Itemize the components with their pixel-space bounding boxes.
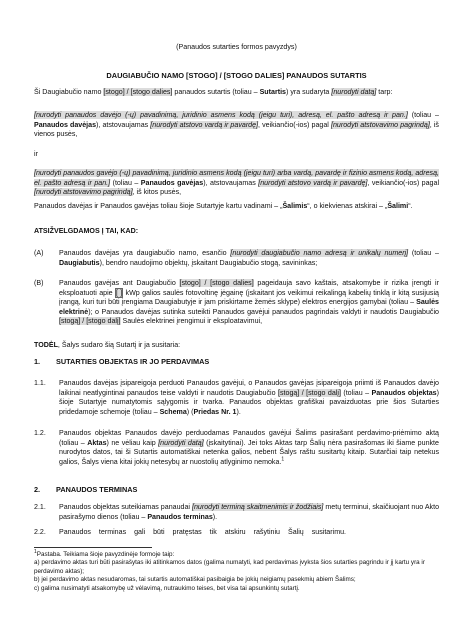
whereas-heading: ATSIŽVELGDAMOS Į TAI, KAD: xyxy=(34,227,139,235)
clause-1-2-label: 1.2. xyxy=(34,429,46,437)
clause-2-2-text: Panaudos terminas gali būti pratęstas tik atskiru rašytiniu Šalių susitarimu. xyxy=(59,528,347,536)
placeholder-term[interactable]: [nurodyti terminą skaitmenimis ir žodžiais] xyxy=(192,503,324,511)
clause-a-text: Panaudos davėjas yra daugiabučio namo, esančio [nurodyti daugiabučio namo adresą ir unikalų numerį] (toliau – Daugiabutis), bendro naudojimo objektų, įskaitant Daugiabučio stogą, savininkas; xyxy=(59,249,439,267)
placeholder-power-kwp[interactable]: [ ] xyxy=(115,288,123,297)
placeholder-lender-representative[interactable]: [nurodyti atstovo vardą ir pavardę] xyxy=(150,120,259,129)
footnote-line-2: a) perdavimo aktas turi būti pasirašytas iki atitinkamos datos (galima numatyti, kad perdavimas įvyksta šios sutarties pagrindu ir jį kartu yra ir perdavimo aktas); xyxy=(34,559,425,575)
clause-1-1-text: Panaudos davėjas įsipareigoja perduoti Panaudos gavėjui, o Panaudos gavėjas įsipareigoja priimti iš Panaudos davėjo laikinai neatlygintinai panaudos teise valdyti ir naudotis Daugiabučio [stogą] / [stogo dalį] (toliau – Panaudos objektas) šioje Sutartyje numatytomis sąlygomis ir tvarka. Panaudos objektas grafiškai pavaizduotas prie šios Sutarties pridedamoje schemoje (toliau – Schema) (Priedas Nr. 1). xyxy=(59,379,439,416)
placeholder-borrower-basis[interactable]: [nurodyti atstovavimo pagrindą] xyxy=(34,188,133,197)
footnote-body xyxy=(34,548,439,593)
party-lender-paragraph: [nurodyti panaudos davėjo (-ų) pavadinimą, juridinio asmens kodą (jeigu turi), adresą, el. pašto adresą ir pan.] (toliau – Panaudos davėjas), atstovaujamas [nurodyti atstovo vardą ir pavardę], veikiančio(-ios) pagal [nurodyti atstovavimo pagrindą], iš vienos pusės, xyxy=(34,111,439,139)
clause-1-1-label: 1.1. xyxy=(34,379,46,387)
placeholder-transfer-date[interactable]: [nurodyti datą] xyxy=(158,438,204,447)
and-separator: ir xyxy=(34,150,38,158)
placeholder-roof[interactable]: [stogo] / [stogo dalies] xyxy=(103,88,173,96)
placeholder-building-address[interactable]: [nurodyti daugiabučio namo adresą ir unikalų numerį] xyxy=(230,249,409,257)
clause-2-1-label: 2.1. xyxy=(34,503,46,511)
footnote-line-1: $^1$Pastaba. Teikiama šioje pavyzdinėje formoje taip: xyxy=(34,548,175,558)
placeholder-date[interactable]: [nurodyti datą] xyxy=(331,88,377,96)
clause-1-2-text: Panaudos objektas Panaudos davėjo perduodamas Panaudos gavėjui Šalims pasirašant perdavimo-priėmimo aktą (toliau – Aktas) ne vėliau kaip [nurodyti datą] (įskaitytinai). Jei toks Aktas tarp Šalių nėra pasirašomas iki šiame punkte nurodytos datos, tai ši Sutartis automatiškai netenka galios, nebent Šalys raštu susitartų kitaip. Sutarčiai taip netekus galios, Šalys viena kitai jokių netesybų ar nuostolių atlyginimo nemoka.$^1$ xyxy=(59,429,439,466)
placeholder-roof-part-2[interactable]: [stogą] / [stogo dalį] xyxy=(59,317,121,326)
footnote-divider xyxy=(34,547,152,548)
clause-2-1-text: Panaudos objektas suteikiamas panaudai [nurodyti terminą skaitmenimis ir žodžiais] metų terminui, skaičiuojant nuo Akto pasirašymo dienos (toliau – Panaudos terminas). xyxy=(59,503,440,521)
form-example-note: (Panaudos sutarties formos pavyzdys) xyxy=(176,43,297,51)
placeholder-roof-part[interactable]: [stogo] / [stogo dalies] xyxy=(179,279,254,287)
placeholder-borrower-details[interactable]: [nurodyti panaudos gavėjo (-ų) pavadinimą, juridinio asmens kodą (jeigu turi) arba vardą, pavardę ir fizinio asmens kodą, adresą, el. pašto adresą ir pan.] xyxy=(34,169,439,187)
footnote-line-3: b) jei perdavimo aktas nesudaromas, tai sutartis automatiškai pasibaigia be jokių neigiamų pasekmių abiem Šalims; xyxy=(34,576,356,584)
footnote-reference[interactable]: 1 xyxy=(281,456,285,463)
party-borrower-paragraph: [nurodyti panaudos gavėjo (-ų) pavadinimą, juridinio asmens kodą (jeigu turi) arba vardą, pavardę ir fizinio asmens kodą, adresą, el. pašto adresą ir pan.] (toliau – Panaudos gavėjas), atstovaujamas [nurodyti atstovo vardą ir pavardę], veikiančio(-ios) pagal [nurodyti atstovavimo pagrindą], iš kitos pusės, xyxy=(34,169,440,197)
footnote-line-4: c) galima nusimatyti atsakomybę už vėlavimą, nutraukimo teises, bet visa tai apsunkintų sutartį. xyxy=(34,584,300,592)
clause-b-text: Panaudos gavėjas ant Daugiabučio [stogo] / [stogo dalies] pageidauja savo kaštais, atsakomybe ir rizika įrengti ir eksploatuoti apie [ ] kWp galios saulės fotovoltinę jėgainę (įskaitant jos veikimui reikalingą kabelių tinklą ir kitą susijusią įrangą, kuri turi būti įrengiama Daugiabutyje ir jam priskirtame žemės sklype) elektros energijos gamybai (toliau – Saulės elektrinė); o Panaudos davėjas sutinka suteikti Panaudos gavėjui panaudos pagrindais valdyti ir naudotis Daugiabučio [stogą] / [stogo dalį] Saulės elektrinei įrengimui ir eksploatavimui, xyxy=(59,279,439,326)
intro-paragraph: Ši Daugiabučio namo [stogo] / [stogo dalies] panaudos sutartis (toliau – Sutartis) yra sudaryta [nurodyti datą] tarp: xyxy=(34,88,393,96)
parties-definition: Panaudos davėjas ir Panaudos gavėjas toliau šioje Sutartyje kartu vadinami – „Šalimis“, o kiekvienas atskirai – „Šalimi“. xyxy=(34,202,413,210)
clause-a-label: (A) xyxy=(34,249,44,257)
placeholder-lender-basis[interactable]: [nurodyti atstovavimo pagrindą] xyxy=(330,120,430,129)
placeholder-borrower-representative[interactable]: [nurodyti atstovo vardą ir pavardę] xyxy=(258,178,368,187)
clause-b-label: (B) xyxy=(34,279,44,287)
placeholder-lender-details[interactable]: [nurodyti panaudos davėjo (-ų) pavadinimą, juridinio asmens kodą (jeigu turi), adresą, el. pašto adresą ir pan.] xyxy=(34,111,408,119)
section-2-heading: 2. PANAUDOS TERMINAS xyxy=(34,485,138,494)
clause-2-2-label: 2.2. xyxy=(34,528,46,536)
therefore-line: TODĖL, Šalys sudaro šią Sutartį ir ja susitaria: xyxy=(34,341,181,349)
section-1-heading: 1. SUTARTIES OBJEKTAS IR JO PERDAVIMAS xyxy=(34,357,210,366)
placeholder-roof-part-3[interactable]: [stogą] / [stogo dalį] xyxy=(278,388,341,397)
document-title: DAUGIABUČIO NAMO [STOGO] / [STOGO DALIES] PANAUDOS SUTARTIS xyxy=(106,71,367,80)
